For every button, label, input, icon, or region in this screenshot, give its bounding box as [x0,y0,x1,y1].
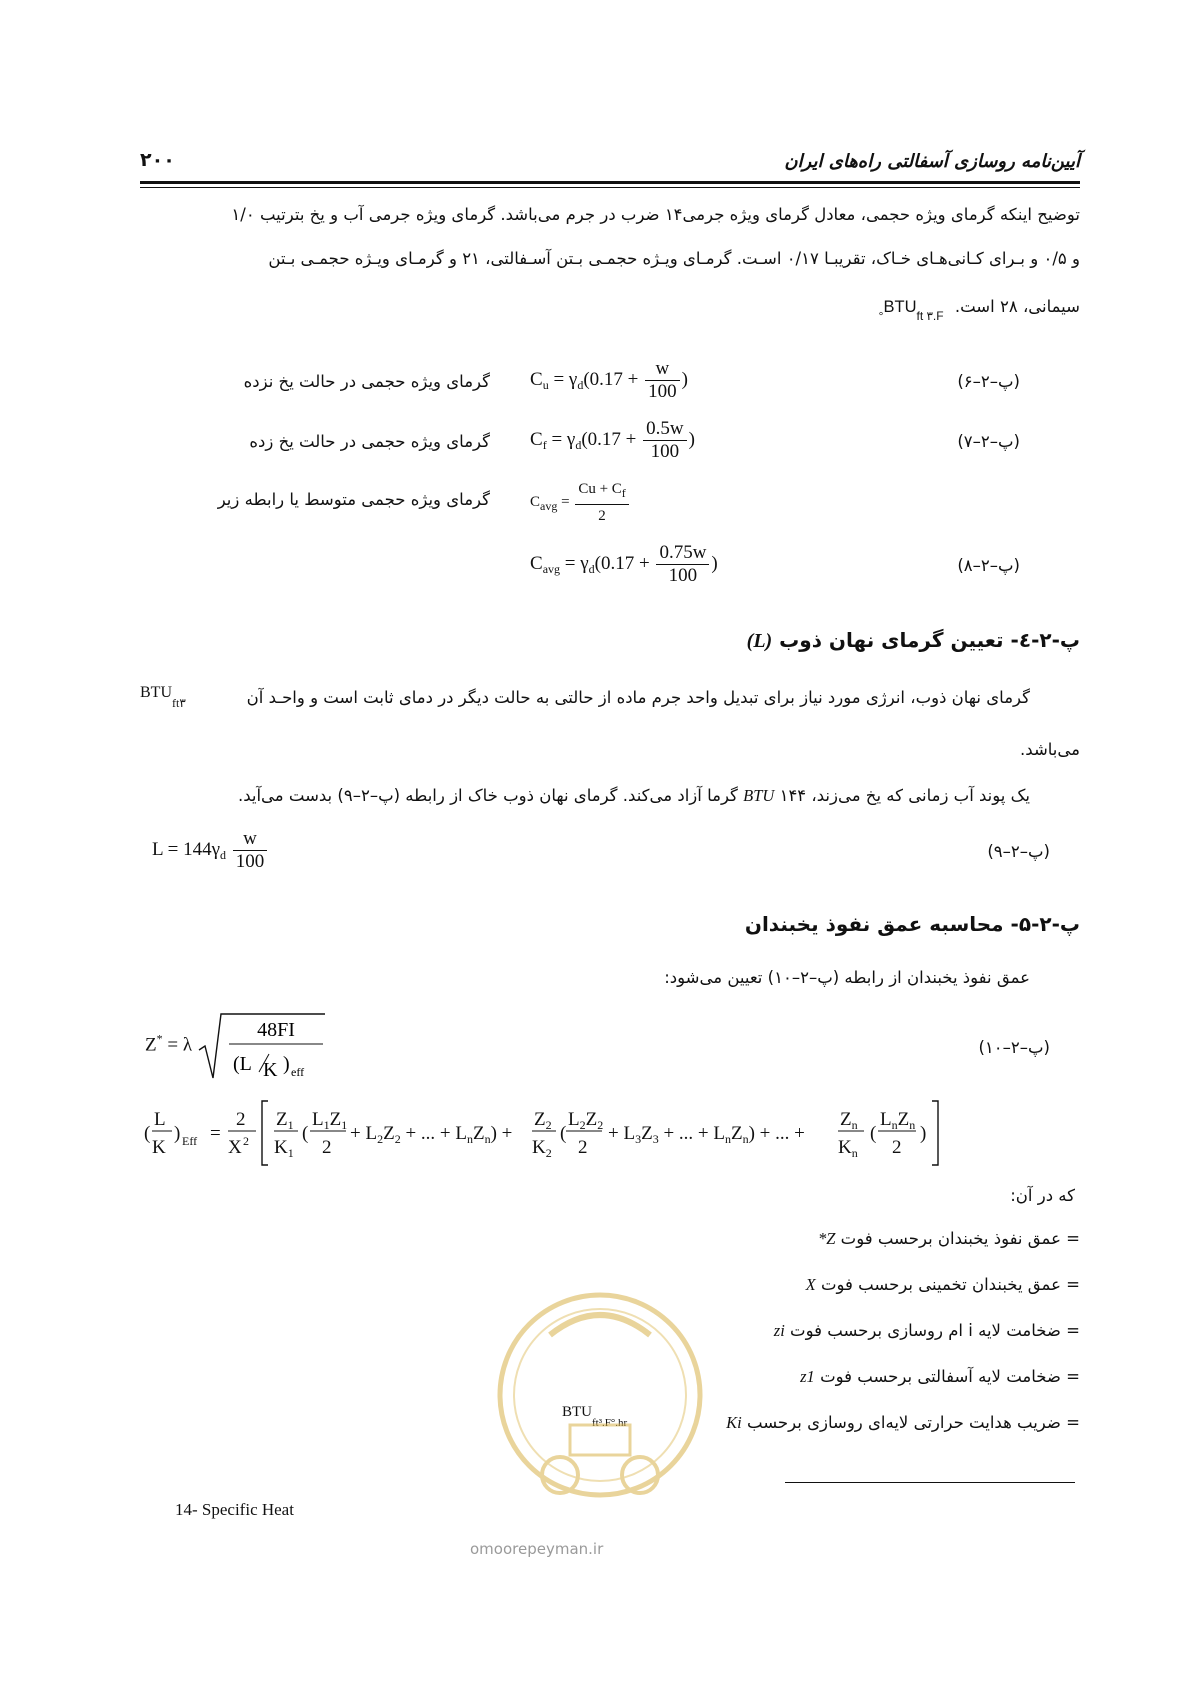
eq10-lhs: Z [145,1034,157,1056]
eq8-fraction [656,542,709,587]
eq6-gamma: γ [568,368,578,390]
equation-avg [530,478,631,527]
eq11-coef-num: 2 [236,1109,246,1130]
section-5-heading: پ-۲-۵- محاسبه عمق نفوذ یخبندان [744,912,1080,936]
eqavg-description: گرمای ویژه حجمی متوسط یا رابطه زیر [217,490,490,509]
eqavg-num-text: Cu + C [578,481,622,497]
eq10-num: 48FI [256,1019,295,1041]
eq7-gamma: γ [566,428,576,450]
def-text: = عمق نفوذ یخبندان برحسب فوت [840,1229,1080,1248]
eq11-term-n: ( [870,1123,877,1144]
eq7-lhs: C [530,428,543,450]
p2-part-b: ۱۴۴ گرما آزاد می‌کند. گرمای نهان ذوب خاک از رابطه (پ–۲–۹) بدست می‌آید. [237,786,807,805]
eq11-lhs-den: K [152,1137,166,1158]
page-number: ۲۰۰ [140,149,175,171]
eq8-gamma: γ [580,552,589,574]
k-unit-den: ft³.F°.hr [592,1417,628,1429]
section-4-title: پ-۲-٤- تعیین گرمای نهان ذوب [779,628,1080,652]
eq11-coef-den: X [228,1137,242,1158]
eq11-two-1: 2 [322,1137,332,1158]
watermark-text: omoorepeyman.ir [470,1540,604,1558]
equation-11 [140,1095,1020,1175]
eq9-lhs: L = 144 [152,838,212,860]
eq10-equals: = λ [167,1034,193,1056]
eq8-den: 100 [668,565,698,586]
eq6-fraction [645,358,680,403]
eq11-two-n: 2 [892,1137,902,1158]
eq11-lnzn: $L_nZ_n$ [880,1109,916,1132]
intro-line-3-text: سیمانی، ۲۸ است. [954,297,1080,316]
eq8-const: (0.17 + [594,552,650,574]
def-symbol: X [805,1275,816,1294]
eqavg-den: 2 [598,508,606,524]
def-text: = ضخامت لایه آسفالتی برحسب فوت [820,1367,1080,1386]
eq11-open-paren: ( [144,1123,151,1144]
eq6-description: گرمای ویژه حجمی در حالت یخ نزده [243,372,490,391]
equation-8 [530,542,718,587]
eq8-num: 0.75w [656,542,709,565]
eq11-lhs-num: L [154,1109,166,1130]
section-4-p1: گرمای نهان ذوب، انرژی مورد نیاز برای تبدیل واحد جرم ماده از حالتی به حالت دیگر در دمای ثابت است و واحـد آن [246,688,1030,707]
eq11-z1: $Z_1$ [276,1109,294,1132]
eq10-lhs-sup: * [156,1031,163,1046]
definition-item [726,1400,1080,1446]
eq6-lhs-sub: u [542,377,549,392]
equation-7 [530,418,695,463]
eq7-description: گرمای ویژه حجمی در حالت یخ زده [249,432,490,451]
btu-unit [878,298,944,323]
eq11-coef-den-sup: 2 [243,1134,249,1148]
eq11-z2: $Z_2$ [534,1109,552,1132]
eq8-label: (پ–۲–۸) [957,556,1020,575]
eq7-fraction [643,418,686,463]
btu-label: BTU [883,298,917,316]
eq10-den-k: K [262,1059,278,1081]
eq6-label: (پ–۲–۶) [957,372,1020,391]
k-unit-btu: BTU [562,1404,592,1420]
eq8-close: ) [711,552,718,574]
p1-unit-den: ft۳ [172,696,186,710]
eq9-gamma-sub: d [220,847,227,862]
eq6-gamma-sub: d [577,377,584,392]
eq6-const: (0.17 + [583,368,639,390]
eq11-k2: $K_2$ [532,1137,552,1160]
eqavg-fraction [575,478,628,527]
eq8-lhs: C [530,552,543,574]
eq10-den-l: (L [232,1053,252,1075]
equation-6 [530,358,688,403]
section-4-p1-unit [140,684,186,711]
eqavg-num [575,478,628,505]
eq6-lhs: C [530,368,543,390]
eq9-fraction [233,828,268,873]
watermark-seal-icon [490,1275,710,1535]
equation-9 [152,828,269,873]
eqavg-lhs: C [530,493,541,510]
eq7-equals: = [551,428,563,450]
sqrt-sign-icon [197,1010,327,1082]
definitions-list [726,1216,1080,1446]
def-text: = ضریب هدایت حرارتی لایه‌ای روسازی برحسب [747,1413,1080,1432]
eq7-label: (پ–۲–۷) [957,432,1020,451]
def-text: = عمق یخبندان تخمینی برحسب فوت [820,1275,1080,1294]
section-4-symbol: (L) [746,630,773,652]
def-symbol: zi [773,1321,785,1340]
eq9-label: (پ–۲–۹) [987,842,1050,861]
eq6-den: 100 [648,381,677,402]
eq7-close: ) [688,428,695,450]
intro-line-2: و ۰/۵ و بـرای کـانی‌هـای خـاک، تقریبـا ۰/۱۷ اسـت. گرمـای ویـژه حجمـی بـتن آسـفالتی، ۲۱ و گرمـای ویـژه حجمـی بـتن [268,249,1080,268]
eq11-two-2: 2 [578,1137,588,1158]
eq7-lhs-sub: f [542,437,547,452]
def-symbol: Ki [726,1413,742,1432]
section-4-p1-end: می‌باشد. [1020,740,1080,759]
eq7-num: 0.5w [643,418,686,441]
eq10-den-eff: eff [290,1065,304,1079]
eq11-term1: ( [302,1123,309,1144]
header-rule [140,181,1080,184]
definition-item [726,1308,1080,1354]
eq7-gamma-sub: d [575,437,582,452]
intro-line-3 [879,297,1080,323]
eq10-sqrt [197,1010,327,1082]
eq11-sum-2: + $L_3Z_3$ + ... + $L_nZ_n$) + ... + [608,1123,805,1146]
eq11-lhs-sub: Eff [182,1134,198,1148]
running-header [140,143,1080,177]
eq11-k1: $K_1$ [274,1137,294,1160]
eq10-label: (پ–۲–۱۰) [978,1038,1050,1057]
eq9-gamma: γ [211,838,221,860]
eq11-close-paren: ) [174,1123,181,1144]
section-4-p2 [238,786,1030,806]
where-label: که در آن: [1010,1186,1075,1205]
eq9-den: 100 [235,851,265,872]
eq11-sum-1: + $L_2Z_2$ + ... + $L_nZ_n$) + [350,1123,513,1146]
eq11-close-n: ) [920,1123,927,1144]
eq11-l1z1: $L_1Z_1$ [312,1109,348,1132]
eq9-num: w [233,828,268,851]
eq11-equals: = [210,1123,221,1144]
eq10-den-close: ) [282,1053,290,1075]
def-symbol: z1 [800,1367,815,1386]
definition-item [726,1354,1080,1400]
section-4-heading [747,628,1080,653]
eq11-kn: $K_n$ [838,1137,858,1160]
equation-10 [145,1010,327,1082]
def-symbol: Z* [817,1229,836,1248]
section-5-intro: عمق نفوذ یخبندان از رابطه (پ–۲–۱۰) تعیین می‌شود: [664,968,1030,987]
eq8-gamma-sub: d [588,561,595,576]
eqavg-lhs-sub: avg [540,498,558,513]
eq6-equals: = [553,368,565,390]
intro-line-1: توضیح اینکه گرمای ویژه حجمی، معادل گرمای ویژه جرمی۱۴ ضرب در جرم می‌باشد. گرمای ویژه جرمی آب و یخ بترتیب ۱/۰ [231,205,1080,224]
btu-unit-den: ft ۳.F° [878,309,944,323]
eq7-den: 100 [650,441,680,462]
header-title: آیین‌نامه روسازی آسفالتی راه‌های ایران [784,151,1080,172]
eq6-close: ) [681,368,688,390]
eq11-l2z2: $L_2Z_2$ [568,1109,604,1132]
p2-btu: BTU [743,786,775,805]
eq8-lhs-sub: avg [542,561,561,576]
def-text: = ضخامت لایه i ام روسازی برحسب فوت [790,1321,1080,1340]
p2-part-a: یک پوند آب زمانی که یخ می‌زند، [811,786,1030,805]
footnote: 14- Specific Heat [175,1500,294,1519]
eq6-num: w [645,358,680,381]
eqavg-equals: = [561,493,570,510]
eq11-zn: $Z_n$ [840,1109,858,1132]
footnote-rule [785,1482,1075,1483]
eqavg-num-sub: f [621,486,626,500]
eq11-term2: ( [560,1123,567,1144]
eq8-equals: = [564,552,576,574]
definition-item [726,1262,1080,1308]
p1-unit-btu: BTU [140,684,172,701]
eq7-const: (0.17 + [581,428,637,450]
header-rule-thin [140,187,1080,188]
definition-item [726,1216,1080,1262]
